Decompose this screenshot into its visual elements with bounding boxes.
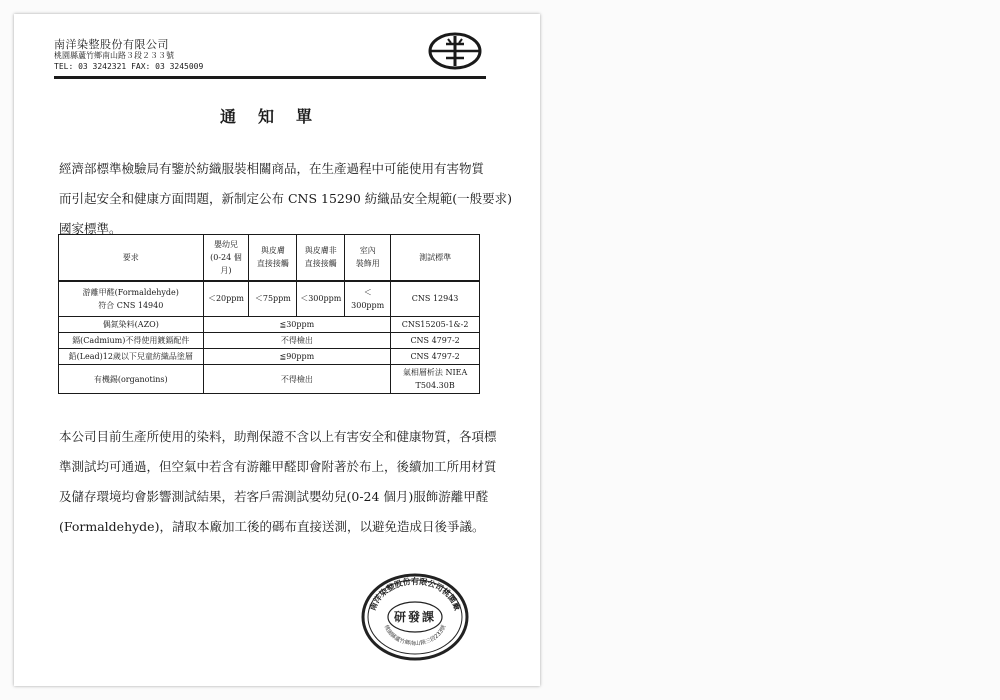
header-test-standard: 測試標準 [391,235,480,281]
document-title: 通知單 [219,107,334,126]
intro-paragraph [59,154,513,244]
table-row [59,317,480,333]
paragraph-line: 國家標準。 [59,221,122,236]
company-address: 桃園縣蘆竹鄉南山路３段２３３號 [54,51,174,60]
limit-cell: ≦30ppm [203,317,391,333]
limit-cell: ≦90ppm [203,349,391,365]
paragraph-line: 準測試均可通過，但空氣中若含有游離甲醛即會附著於布上，後續加工所用材質 [59,459,497,474]
requirement-cell: 偶氮染料(AZO) [59,317,204,333]
requirement-cell: 游離甲醛(Formaldehyde) 符合 CNS 14940 [59,281,204,317]
company-logo-icon [428,32,482,70]
header-infant: 嬰幼兒 (0-24 個 月) [203,235,249,281]
svg-text:南洋染整股份有限公司桃園廠 [367,576,463,612]
body-paragraph [59,422,499,542]
header-nondirect-contact: 與皮膚非 直接接觸 [297,235,345,281]
limit-cell: ＜20ppm [203,281,249,317]
header-indoor-decoration: 室內 裝飾用 [345,235,391,281]
requirement-cell: 鉛(Lead)12歲以下兒童紡織品塗層 [59,349,204,365]
header-divider [54,76,486,79]
company-name: 南洋染整股份有限公司 [54,38,169,51]
requirement-cell: 鎘(Cadmium)不得使用鍍鎘配件 [59,333,204,349]
table-row [59,333,480,349]
requirements-table [58,234,480,394]
table-header-row [59,235,480,281]
requirement-cell: 有機錫(organotins) [59,365,204,394]
limit-cell: ＜75ppm [249,281,297,317]
table-row [59,281,480,317]
limit-cell: ＜300ppm [345,281,391,317]
paragraph-line: 經濟部標準檢驗局有鑒於紡織服裝相關商品，在生產過程中可能使用有害物質 [59,161,485,176]
paragraph-line: 而引起安全和健康方面問題，新制定公布 CNS 15290 紡織品安全規範(一般要求) [59,191,513,206]
table-row [59,349,480,365]
header-requirement: 要求 [59,235,204,281]
paragraph-line: (Formaldehyde)，請取本廠加工後的碼布直接送測，以避免造成日後爭議。 [59,519,485,534]
seal-inner-text: 桃園縣蘆竹鄉南山路三段233號 [382,624,448,648]
standard-cell: CNS 12943 [391,281,480,317]
document-page [14,14,540,686]
limit-cell: 不得檢出 [203,365,391,394]
limit-cell: ＜300ppm [297,281,345,317]
standard-cell: CNS 4797-2 [391,333,480,349]
seal-outer-text: 南洋染整股份有限公司桃園廠 [368,577,462,612]
header-direct-contact: 與皮膚 直接接觸 [249,235,297,281]
seal-center-text: 研發課 [393,610,437,624]
table-row [59,365,480,394]
limit-cell: 不得檢出 [203,333,391,349]
paragraph-line: 本公司目前生產所使用的染料，助劑保證不含以上有害安全和健康物質，各項標 [59,429,497,444]
svg-text:桃園縣蘆竹鄉南山路三段233號 [383,623,448,647]
standard-cell: CNS15205-1&-2 [391,317,480,333]
company-phone-fax: TEL: 03 3242321 FAX: 03 3245009 [54,62,204,71]
paragraph-line: 及儲存環境均會影響測試結果，若客戶需測試嬰幼兒(0-24 個月)服飾游離甲醛 [59,489,489,504]
standard-cell: CNS 4797-2 [391,349,480,365]
company-seal-stamp [360,571,470,661]
standard-cell: 氣相層析法 NIEA T504.30B [391,365,480,394]
